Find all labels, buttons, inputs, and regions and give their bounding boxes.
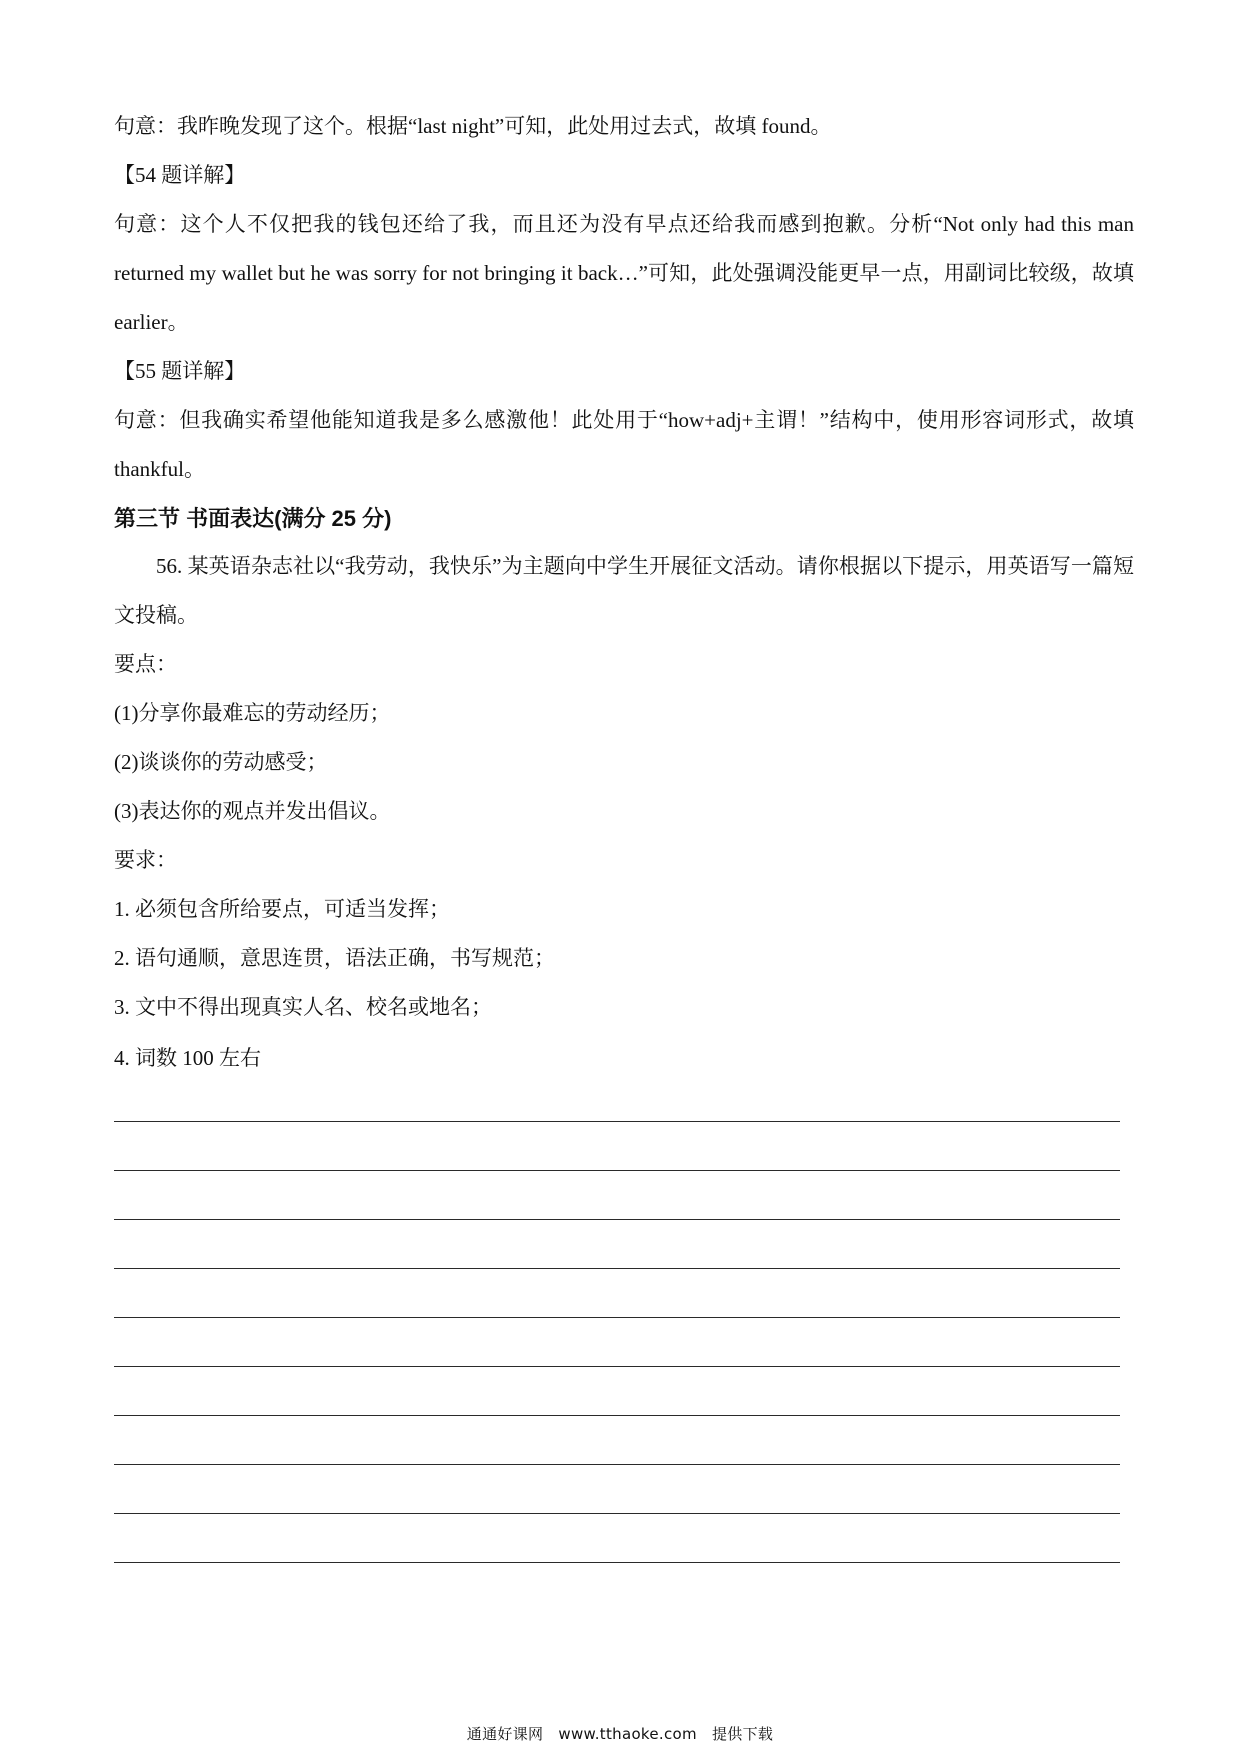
point-2: (2)谈谈你的劳动感受； xyxy=(114,750,328,774)
answer-54-explanation: 句意：这个人不仅把我的钱包还给了我，而且还为没有早点还给我而感到抱歉。分析“Not only had this man returned my wallet but he was sorry for not bringing it back…”可知，此处强调没能更早一点，用副词比较级，故填 earlier。 xyxy=(114,212,1134,334)
point-3: (3)表达你的观点并发出倡议。 xyxy=(114,799,391,823)
writing-line xyxy=(114,1121,1120,1122)
points-heading: 要点： xyxy=(114,652,177,676)
answer-55-explanation: 句意：但我确实希望他能知道我是多么感激他！此处用于“how+adj+主谓！”结构中，使用形容词形式，故填 thankful。 xyxy=(114,408,1134,481)
point-1: (1)分享你最难忘的劳动经历； xyxy=(114,701,391,725)
writing-line xyxy=(114,1366,1120,1367)
footer-site-name: 通通好课网 xyxy=(466,1725,544,1743)
footer-url[interactable]: www.tthaoke.com xyxy=(558,1725,697,1743)
section-title: 第三节 书面表达(满分 25 分) xyxy=(114,506,392,531)
writing-line xyxy=(114,1464,1120,1465)
requirement-1: 1. 必须包含所给要点，可适当发挥； xyxy=(114,897,450,921)
writing-line xyxy=(114,1317,1120,1318)
requirement-3: 3. 文中不得出现真实人名、校名或地名； xyxy=(114,995,492,1019)
heading-55: 【55 题详解】 xyxy=(114,359,246,383)
page-content xyxy=(114,102,1134,1083)
writing-lines xyxy=(114,1121,1120,1611)
answer-53-explanation: 句意：我昨晚发现了这个。根据“last night”可知，此处用过去式，故填 found。 xyxy=(114,114,832,138)
heading-54: 【54 题详解】 xyxy=(114,163,246,187)
writing-line xyxy=(114,1415,1120,1416)
requirement-4: 4. 词数 100 左右 xyxy=(114,1046,261,1070)
writing-line xyxy=(114,1268,1120,1269)
footer-tagline: 提供下载 xyxy=(712,1725,774,1743)
question-56: 56. 某英语杂志社以“我劳动，我快乐”为主题向中学生开展征文活动。请你根据以下提示，用英语写一篇短文投稿。 xyxy=(114,554,1134,627)
writing-line xyxy=(114,1219,1120,1220)
requirements-heading: 要求： xyxy=(114,848,177,872)
writing-line xyxy=(114,1170,1120,1171)
page-footer xyxy=(0,1723,1240,1744)
writing-line xyxy=(114,1513,1120,1514)
writing-line xyxy=(114,1562,1120,1563)
requirement-2: 2. 语句通顺，意思连贯，语法正确，书写规范； xyxy=(114,946,555,970)
